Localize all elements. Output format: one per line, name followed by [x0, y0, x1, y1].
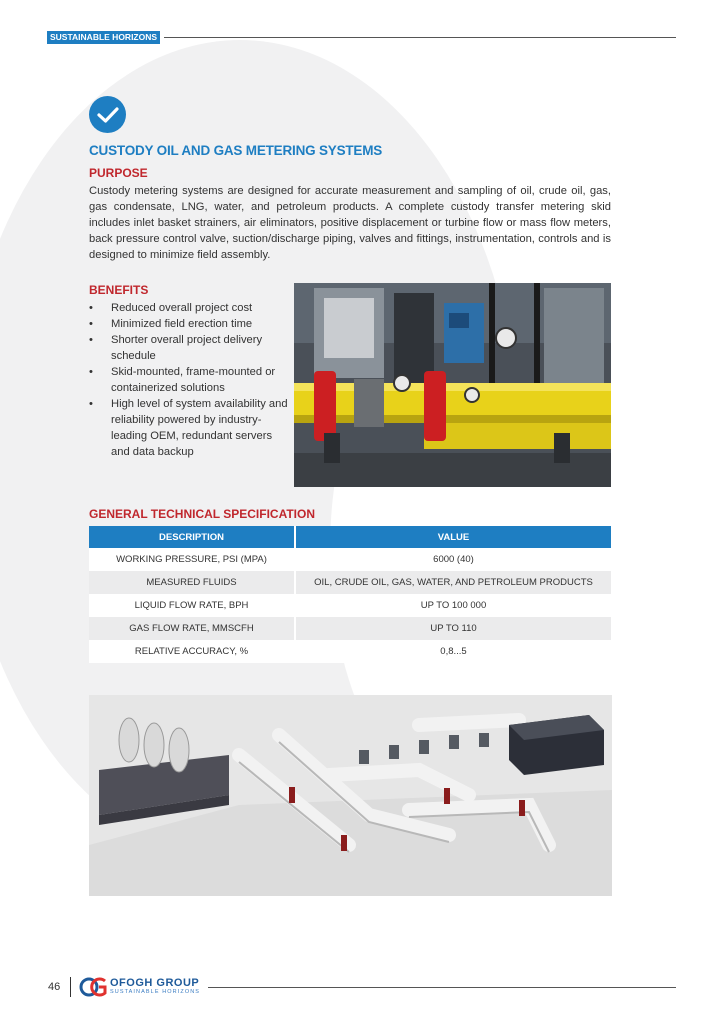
header-rule — [164, 37, 676, 38]
benefits-heading: BENEFITS — [89, 283, 149, 297]
benefits-section — [89, 283, 611, 493]
brand-name: OFOGH GROUP — [110, 977, 200, 990]
table-row — [89, 640, 611, 663]
ofogh-logo-icon — [79, 976, 107, 998]
table-cell: UP TO 100 000 — [295, 594, 611, 617]
table-cell: WORKING PRESSURE, PSI (MPA) — [89, 548, 295, 571]
table-row — [89, 548, 611, 571]
spec-table — [89, 526, 611, 663]
main-content — [89, 96, 611, 663]
table-cell: LIQUID FLOW RATE, BPH — [89, 594, 295, 617]
footer-divider — [70, 977, 71, 997]
footer-rule — [208, 987, 676, 988]
table-header-row — [89, 526, 611, 548]
list-item: • Shorter overall project delivery schedule — [89, 332, 289, 364]
table-cell: 0,8...5 — [295, 640, 611, 663]
table-cell: MEASURED FLUIDS — [89, 571, 295, 594]
header-tag: SUSTAINABLE HORIZONS — [47, 31, 160, 44]
page-title: CUSTODY OIL AND GAS METERING SYSTEMS — [89, 143, 383, 158]
table-row — [89, 617, 611, 640]
plant-3d-render — [89, 695, 612, 896]
table-row — [89, 571, 611, 594]
table-row — [89, 594, 611, 617]
table-cell: 6000 (40) — [295, 548, 611, 571]
page-header — [47, 30, 676, 44]
table-cell: UP TO 110 — [295, 617, 611, 640]
list-item: • Minimized field erection time — [89, 316, 289, 332]
brand-wordmark — [110, 978, 200, 996]
brand-tagline: SUSTAINABLE HORIZONS — [110, 989, 201, 996]
benefits-list — [89, 300, 289, 460]
column-header-description: DESCRIPTION — [89, 526, 295, 548]
page-number: 46 — [48, 981, 61, 993]
column-header-value: VALUE — [295, 526, 611, 548]
table-cell: OIL, CRUDE OIL, GAS, WATER, AND PETROLEUM PRODUCTS — [295, 571, 611, 594]
purpose-heading: PURPOSE — [89, 166, 148, 180]
metering-skid-photo — [294, 283, 611, 487]
purpose-text: Custody metering systems are designed for accurate measurement and sampling of oil, crude oil, gas, gas condensate, LNG, water, and petroleum products. A complete custody transfer metering skid includes inlet basket strainers, air eliminators, positive displacement or turbine flow or mass flow meters, back pressure control valve, suction/discharge piping, valves and fittings, instrumentation, controls and is designed to minimize field assembly. — [89, 185, 611, 261]
table-cell: GAS FLOW RATE, MMSCFH — [89, 617, 295, 640]
list-item: • High level of system availability and reliability powered by industry-leading OEM, redundant servers and data backup — [89, 396, 289, 460]
table-cell: RELATIVE ACCURACY, % — [89, 640, 295, 663]
list-item: • Skid-mounted, frame-mounted or containerized solutions — [89, 364, 289, 396]
check-circle-icon — [89, 96, 126, 133]
page-footer — [48, 975, 676, 999]
list-item: • Reduced overall project cost — [89, 300, 289, 316]
spec-heading: GENERAL TECHNICAL SPECIFICATION — [89, 507, 316, 521]
